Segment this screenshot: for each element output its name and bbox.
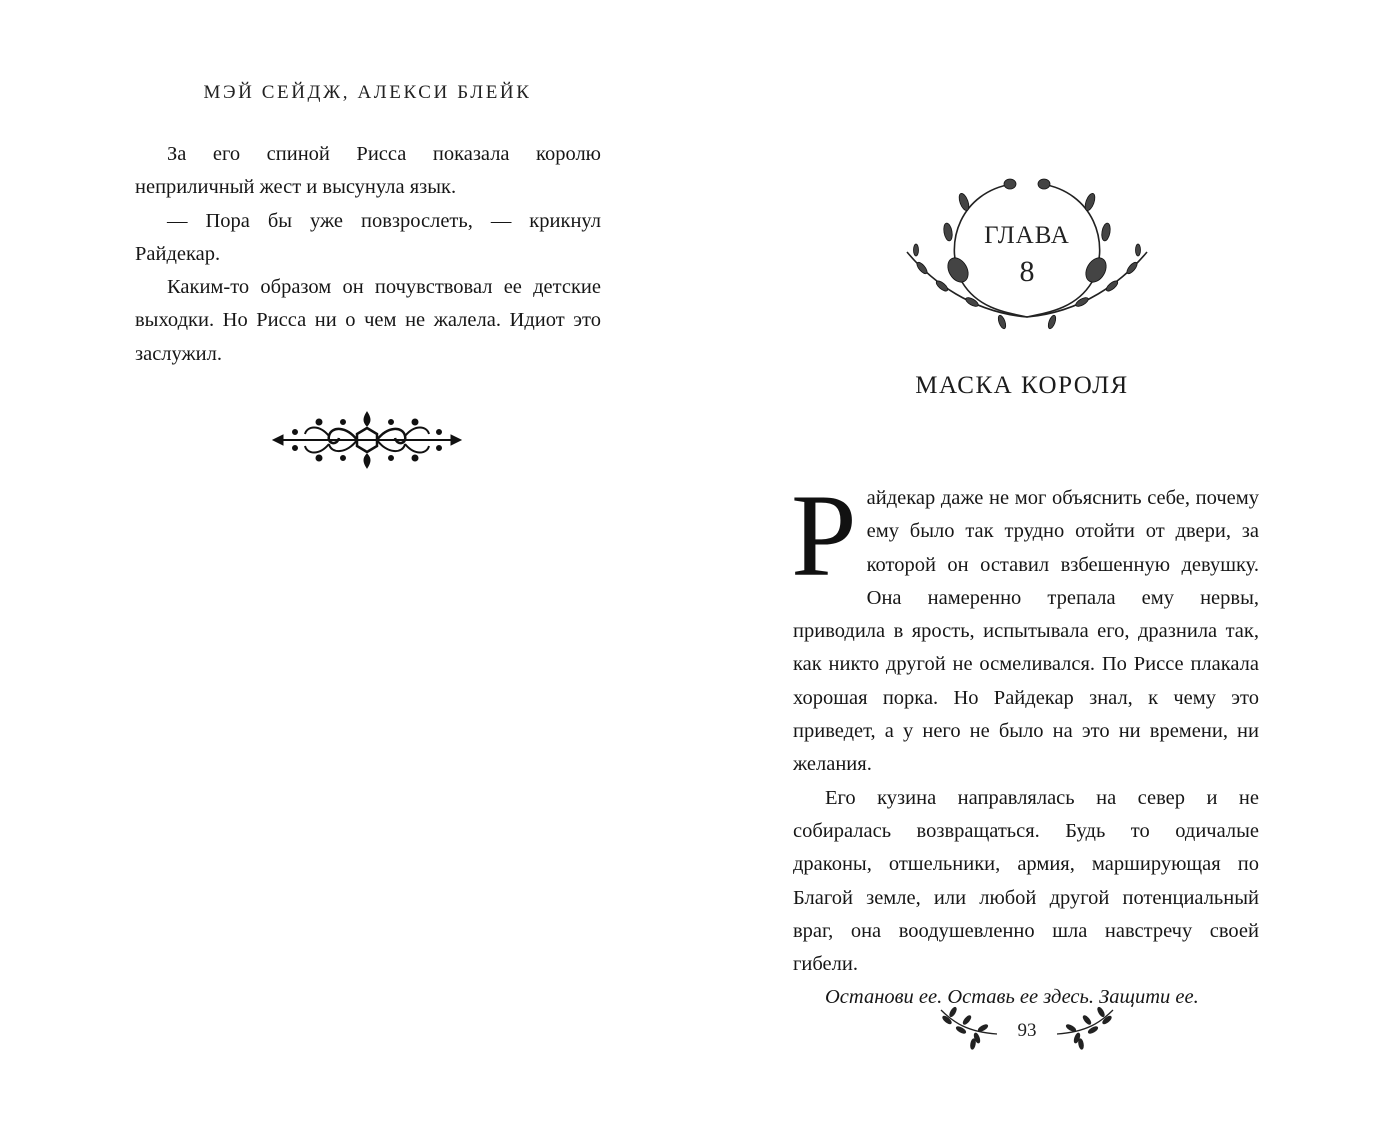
chapter-title: МАСКА КОРОЛЯ <box>915 372 1129 399</box>
sprig-ornament-left-icon <box>937 1006 999 1050</box>
paragraph: Каким-то образом он почувствовал ее детские выходки. Но Рисса ни о чем не жалела. Идиот это заслужил. <box>135 276 601 365</box>
page-number: 93 <box>1017 1020 1037 1041</box>
paragraph-text: айдекар даже не мог объяснить себе, почему ему было так трудно отойти от двери, за которой он оставил взбешенную девушку. Она намеренно трепала ему нервы, приводила в ярость, испытывала его, дразнила так, как никто другой не осмеливался. По Риссе плакала хорошая порка. Но Райдекар знал, к чему это приведет, а у него не было на это ни времени, ни желания. <box>793 487 1259 776</box>
paragraph: За его спиной Рисса показала королю неприличный жест и высунула язык. <box>135 143 601 199</box>
left-page-body <box>135 138 601 371</box>
chapter-label: ГЛАВА <box>984 222 1070 249</box>
chapter-wreath <box>902 172 1152 344</box>
sprig-ornament-right-icon <box>1055 1006 1117 1050</box>
italic-thought: Останови ее. Оставь ее здесь. Защити ее. <box>825 986 1199 1009</box>
chapter-number: 8 <box>1019 255 1035 288</box>
opening-paragraph <box>791 470 1259 782</box>
paragraph: Его кузина направлялась на север и не собиралась возвращаться. Будь то одичалые драконы, отшельники, армия, марширующая по Благой земле, или любой другой потенциальный враг, она воодушевленно шла навстречу своей гибели. <box>793 786 1259 976</box>
right-page-body <box>791 470 1259 1015</box>
scene-break-ornament-icon <box>271 408 463 472</box>
drop-cap: Р <box>791 470 857 601</box>
page-footer <box>937 1004 1117 1054</box>
right-page <box>697 0 1394 1125</box>
running-head-authors: МЭЙ СЕЙДЖ, АЛЕКСИ БЛЕЙК <box>203 82 532 103</box>
paragraph: — Пора бы уже повзрослеть, — крикнул Райдекар. <box>135 209 601 265</box>
